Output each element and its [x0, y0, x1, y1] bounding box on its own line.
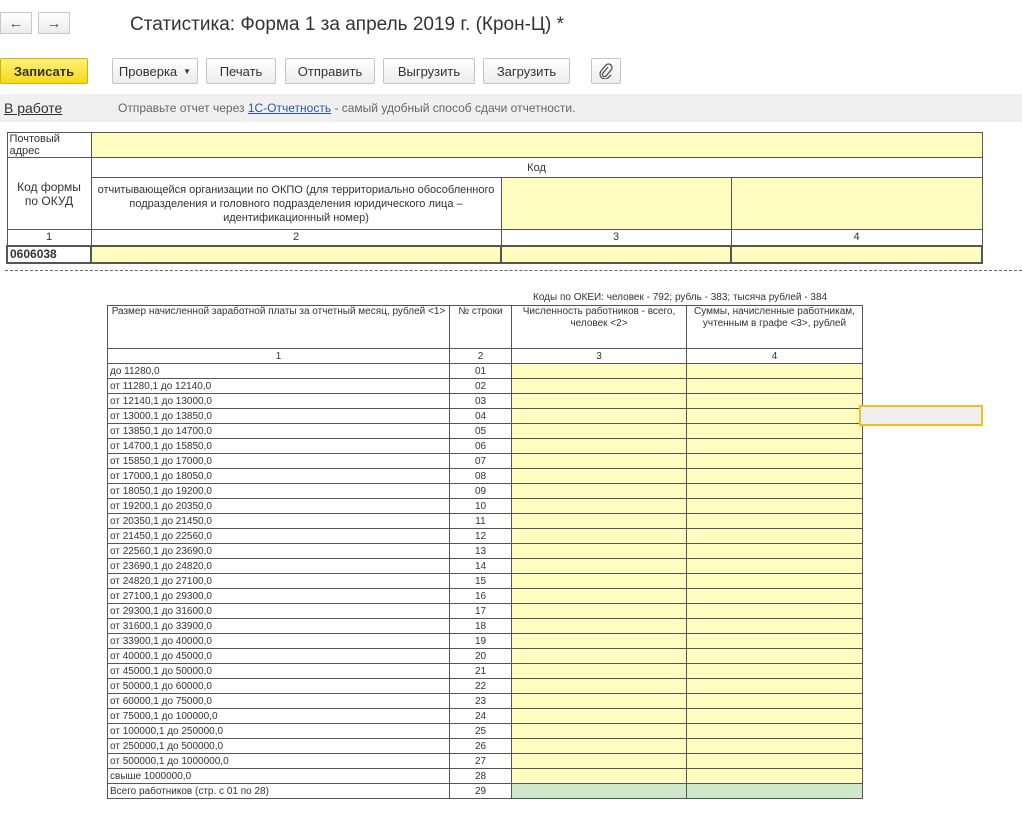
row-number: 02 — [450, 379, 512, 394]
row-number: 20 — [450, 649, 512, 664]
employee-count-input[interactable] — [512, 724, 687, 739]
table-row — [108, 409, 863, 424]
salary-range-label: до 11280,0 — [108, 364, 450, 379]
salary-range-label: от 250000,1 до 500000,0 — [108, 739, 450, 754]
employee-count-input[interactable] — [512, 514, 687, 529]
save-button[interactable]: Записать — [0, 58, 88, 84]
salary-range-label: от 45000,1 до 50000,0 — [108, 664, 450, 679]
accrued-sum-input[interactable] — [687, 694, 863, 709]
status-link[interactable]: В работе — [4, 100, 63, 116]
kod-col4-input[interactable] — [731, 178, 982, 230]
col-number-1: 1 — [7, 230, 91, 246]
total-row-number: 29 — [450, 784, 512, 799]
salary-range-label: от 13850,1 до 14700,0 — [108, 424, 450, 439]
chevron-down-icon: ▼ — [183, 66, 192, 76]
salary-range-label: от 50000,1 до 60000,0 — [108, 679, 450, 694]
employee-count-input[interactable] — [512, 589, 687, 604]
table-row — [108, 559, 863, 574]
row-number: 01 — [450, 364, 512, 379]
row-number: 10 — [450, 499, 512, 514]
accrued-sum-input[interactable] — [687, 769, 863, 784]
accrued-sum-input[interactable] — [687, 454, 863, 469]
table-row — [108, 379, 863, 394]
salary-range-label: от 24820,1 до 27100,0 — [108, 574, 450, 589]
salary-range-label: от 17000,1 до 18050,0 — [108, 469, 450, 484]
employee-count-input[interactable] — [512, 619, 687, 634]
table-row — [108, 364, 863, 379]
total-employee-count — [512, 784, 687, 799]
table-row — [108, 709, 863, 724]
salary-range-label: от 75000,1 до 100000,0 — [108, 709, 450, 724]
row-number: 13 — [450, 544, 512, 559]
employee-count-input[interactable] — [512, 634, 687, 649]
col-number-1: 1 — [108, 349, 450, 364]
row-number: 15 — [450, 574, 512, 589]
salary-range-label: от 19200,1 до 20350,0 — [108, 499, 450, 514]
employee-count-input[interactable] — [512, 364, 687, 379]
employee-count-input[interactable] — [512, 499, 687, 514]
accrued-sum-input[interactable] — [687, 484, 863, 499]
accrued-sum-input[interactable] — [687, 529, 863, 544]
salary-range-label: от 14700,1 до 15850,0 — [108, 439, 450, 454]
code-col3-input[interactable] — [501, 246, 731, 263]
employee-count-input[interactable] — [512, 379, 687, 394]
row-number: 14 — [450, 559, 512, 574]
row-number: 17 — [450, 604, 512, 619]
accrued-sum-input[interactable] — [687, 514, 863, 529]
accrued-sum-input[interactable] — [687, 439, 863, 454]
header-accrued-sum: Суммы, начисленные работникам, учтенным в графе <3>, рублей — [687, 306, 863, 349]
row-number: 07 — [450, 454, 512, 469]
header-salary-size: Размер начисленной заработной платы за отчетный месяц, рублей <1> — [108, 306, 450, 349]
accrued-sum-input[interactable] — [687, 379, 863, 394]
salary-range-label: от 31600,1 до 33900,0 — [108, 619, 450, 634]
employee-count-input[interactable] — [512, 694, 687, 709]
okpo-input[interactable] — [91, 246, 501, 263]
table-row — [108, 499, 863, 514]
row-number: 27 — [450, 754, 512, 769]
header-employee-count: Численность работников - всего, человек <2> — [512, 306, 687, 349]
salary-range-label: от 29300,1 до 31600,0 — [108, 604, 450, 619]
row-number: 03 — [450, 394, 512, 409]
table-row — [108, 649, 863, 664]
col-number-2: 2 — [91, 230, 501, 246]
okpo-label: отчитывающейся организации по ОКПО (для территориально обособленного подразделения и головного подразделения юридического лица – идентификационный номер) — [91, 178, 501, 230]
salary-range-label: от 60000,1 до 75000,0 — [108, 694, 450, 709]
col-number-3: 3 — [512, 349, 687, 364]
accrued-sum-input[interactable] — [687, 574, 863, 589]
accrued-sum-input[interactable] — [687, 499, 863, 514]
salary-distribution-table — [107, 305, 863, 799]
table-row — [108, 724, 863, 739]
table-row — [108, 529, 863, 544]
employee-count-input[interactable] — [512, 424, 687, 439]
col-number-4: 4 — [687, 349, 863, 364]
print-button[interactable]: Печать — [206, 58, 276, 84]
table-row — [108, 634, 863, 649]
row-number: 12 — [450, 529, 512, 544]
col-number-4: 4 — [731, 230, 982, 246]
arrow-right-icon: → — [46, 14, 62, 32]
row-number: 22 — [450, 679, 512, 694]
check-dropdown-button[interactable] — [112, 58, 198, 84]
row-number: 09 — [450, 484, 512, 499]
forward-button[interactable] — [38, 12, 70, 34]
table-row — [108, 679, 863, 694]
row-number: 16 — [450, 589, 512, 604]
okei-note: Коды по ОКЕИ: человек - 792; рубль - 383; тысяча рублей - 384 — [533, 292, 828, 303]
salary-range-label: от 100000,1 до 250000,0 — [108, 724, 450, 739]
okud-code-value: 0606038 — [7, 246, 91, 263]
row-number: 11 — [450, 514, 512, 529]
employee-count-input[interactable] — [512, 394, 687, 409]
employee-count-input[interactable] — [512, 739, 687, 754]
table-row — [108, 484, 863, 499]
salary-range-label: от 18050,1 до 19200,0 — [108, 484, 450, 499]
table-row — [108, 694, 863, 709]
accrued-sum-input[interactable] — [687, 409, 863, 424]
row-number: 21 — [450, 664, 512, 679]
reporting-service-link[interactable]: 1С-Отчетность — [247, 101, 332, 115]
table-row — [108, 754, 863, 769]
salary-range-label: от 27100,1 до 29300,0 — [108, 589, 450, 604]
accrued-sum-input[interactable] — [687, 709, 863, 724]
table-row — [108, 589, 863, 604]
total-label: Всего работников (стр. с 01 по 28) — [108, 784, 450, 799]
employee-count-input[interactable] — [512, 574, 687, 589]
accrued-sum-input[interactable] — [687, 424, 863, 439]
salary-range-label: от 11280,1 до 12140,0 — [108, 379, 450, 394]
employee-count-input[interactable] — [512, 559, 687, 574]
selected-cell[interactable] — [859, 405, 983, 426]
table-row — [108, 619, 863, 634]
total-accrued-sum — [687, 784, 863, 799]
salary-range-label: от 15850,1 до 17000,0 — [108, 454, 450, 469]
header-form-table — [6, 132, 983, 264]
employee-count-input[interactable] — [512, 769, 687, 784]
okud-label: Код формы по ОКУД — [7, 158, 91, 230]
salary-range-label: от 500000,1 до 1000000,0 — [108, 754, 450, 769]
employee-count-input[interactable] — [512, 664, 687, 679]
back-button[interactable] — [0, 12, 32, 34]
salary-range-label: от 22560,1 до 23690,0 — [108, 544, 450, 559]
salary-range-label: от 21450,1 до 22560,0 — [108, 529, 450, 544]
table-row — [108, 514, 863, 529]
salary-range-label: от 12140,1 до 13000,0 — [108, 394, 450, 409]
employee-count-input[interactable] — [512, 649, 687, 664]
salary-range-label: от 23690,1 до 24820,0 — [108, 559, 450, 574]
page-divider — [5, 270, 1022, 271]
accrued-sum-input[interactable] — [687, 739, 863, 754]
hint-text — [118, 101, 575, 115]
accrued-sum-input[interactable] — [687, 724, 863, 739]
accrued-sum-input[interactable] — [687, 589, 863, 604]
row-number: 06 — [450, 439, 512, 454]
export-button[interactable]: Выгрузить — [383, 58, 475, 84]
postal-address-input[interactable] — [91, 133, 982, 158]
postal-address-label: Почтовый адрес — [7, 133, 91, 158]
accrued-sum-input[interactable] — [687, 679, 863, 694]
employee-count-input[interactable] — [512, 529, 687, 544]
check-label: Проверка — [118, 63, 178, 79]
row-number: 25 — [450, 724, 512, 739]
total-row — [108, 784, 863, 799]
employee-count-input[interactable] — [512, 604, 687, 619]
row-number: 19 — [450, 634, 512, 649]
table-row — [108, 469, 863, 484]
row-number: 24 — [450, 709, 512, 724]
accrued-sum-input[interactable] — [687, 469, 863, 484]
accrued-sum-input[interactable] — [687, 604, 863, 619]
employee-count-input[interactable] — [512, 484, 687, 499]
row-number: 05 — [450, 424, 512, 439]
arrow-left-icon: ← — [8, 14, 24, 32]
row-number: 08 — [450, 469, 512, 484]
row-number: 26 — [450, 739, 512, 754]
hint-prefix: Отправьте отчет через — [118, 101, 248, 115]
table-row — [108, 394, 863, 409]
attach-button[interactable] — [591, 58, 621, 84]
kod-col3-input[interactable] — [501, 178, 731, 230]
salary-range-label: свыше 1000000,0 — [108, 769, 450, 784]
accrued-sum-input[interactable] — [687, 559, 863, 574]
salary-range-label: от 20350,1 до 21450,0 — [108, 514, 450, 529]
employee-count-input[interactable] — [512, 544, 687, 559]
employee-count-input[interactable] — [512, 454, 687, 469]
table-row — [108, 739, 863, 754]
row-number: 23 — [450, 694, 512, 709]
row-number: 28 — [450, 769, 512, 784]
table-row — [108, 544, 863, 559]
send-button[interactable]: Отправить — [285, 58, 375, 84]
accrued-sum-input[interactable] — [687, 634, 863, 649]
row-number: 18 — [450, 619, 512, 634]
employee-count-input[interactable] — [512, 409, 687, 424]
accrued-sum-input[interactable] — [687, 619, 863, 634]
employee-count-input[interactable] — [512, 439, 687, 454]
table-row — [108, 604, 863, 619]
table-row — [108, 664, 863, 679]
paperclip-icon — [599, 63, 613, 79]
accrued-sum-input[interactable] — [687, 544, 863, 559]
kod-header: Код — [91, 158, 982, 178]
accrued-sum-input[interactable] — [687, 394, 863, 409]
employee-count-input[interactable] — [512, 679, 687, 694]
table-row — [108, 574, 863, 589]
salary-range-label: от 13000,1 до 13850,0 — [108, 409, 450, 424]
col-number-2: 2 — [450, 349, 512, 364]
col-number-3: 3 — [501, 230, 731, 246]
code-col4-input[interactable] — [731, 246, 982, 263]
accrued-sum-input[interactable] — [687, 649, 863, 664]
employee-count-input[interactable] — [512, 754, 687, 769]
table-row — [108, 424, 863, 439]
table-row — [108, 454, 863, 469]
table-row — [108, 439, 863, 454]
hint-suffix: - самый удобный способ сдачи отчетности. — [331, 101, 576, 115]
accrued-sum-input[interactable] — [687, 364, 863, 379]
import-button[interactable]: Загрузить — [483, 58, 570, 84]
salary-range-label: от 33900,1 до 40000,0 — [108, 634, 450, 649]
accrued-sum-input[interactable] — [687, 754, 863, 769]
accrued-sum-input[interactable] — [687, 664, 863, 679]
table-row — [108, 769, 863, 784]
employee-count-input[interactable] — [512, 709, 687, 724]
row-number: 04 — [450, 409, 512, 424]
employee-count-input[interactable] — [512, 469, 687, 484]
salary-range-label: от 40000,1 до 45000,0 — [108, 649, 450, 664]
header-row-number: № строки — [450, 306, 512, 349]
window-title: Статистика: Форма 1 за апрель 2019 г. (Крон-Ц) * — [130, 14, 564, 35]
